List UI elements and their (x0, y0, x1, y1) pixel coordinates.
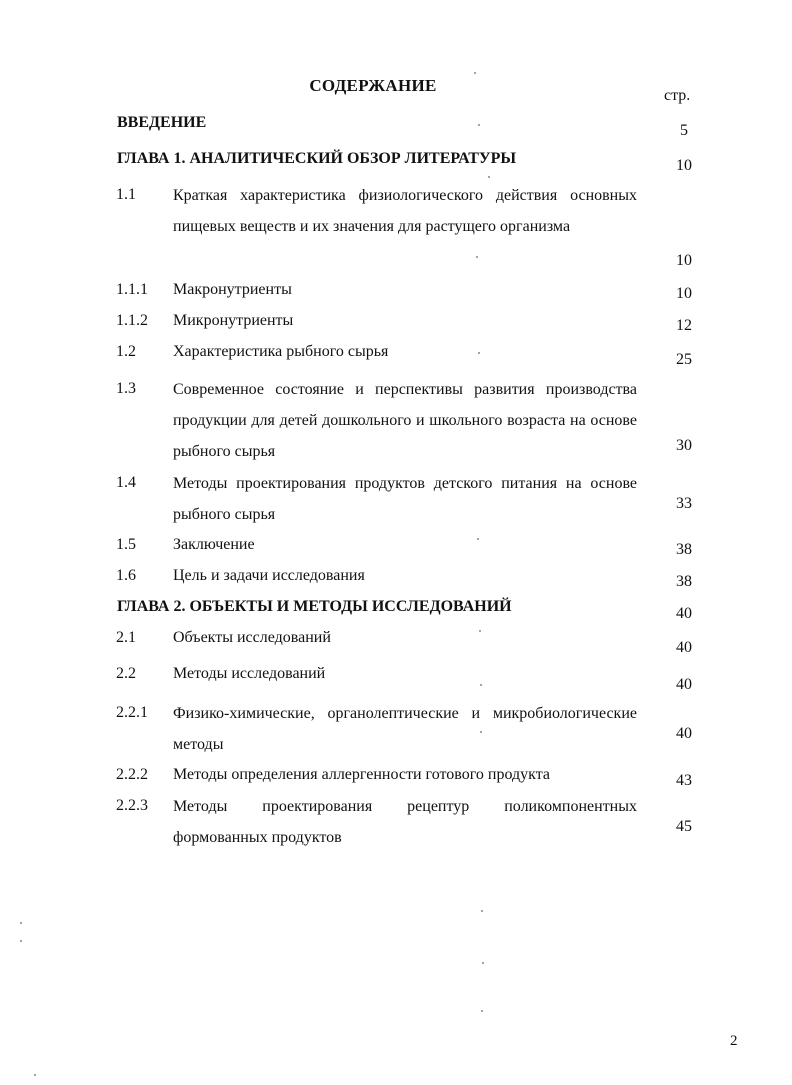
toc-entry-text: Методы проектирования продуктов детского питания на основе рыбного сырья (173, 475, 637, 523)
toc-entry-text: Заключение (173, 536, 255, 553)
toc-entry-number: 1.1.2 (116, 312, 148, 329)
toc-entry-number: 1.4 (116, 474, 136, 491)
toc-entry-number: 1.1.1 (116, 281, 148, 298)
scan-speck (482, 962, 484, 964)
toc-entry-number: 2.1 (116, 629, 136, 646)
scan-speck (480, 731, 482, 733)
toc-entry-page: 38 (676, 573, 692, 590)
toc-entry-text: ГЛАВА 2. ОБЪЕКТЫ И МЕТОДЫ ИССЛЕДОВАНИЙ (117, 598, 512, 615)
toc-entry-page: 43 (676, 772, 692, 789)
scan-speck (488, 176, 490, 178)
scan-speck (474, 72, 476, 74)
toc-entry-page: 40 (676, 725, 692, 742)
toc-entry-number: 2.2.2 (116, 766, 148, 783)
scan-speck (480, 684, 482, 686)
toc-entry-page: 12 (676, 317, 692, 334)
toc-entry-number: 1.2 (116, 343, 136, 360)
toc-entry-number: 1.1 (116, 186, 136, 203)
toc-entry-text: Цель и задачи исследования (173, 567, 365, 584)
scan-speck (20, 940, 22, 942)
toc-entry-number: 1.3 (116, 380, 136, 397)
scan-speck (477, 538, 479, 540)
toc-entry-text: Физико-химические, органолептические и микробиологические методы (173, 705, 637, 753)
toc-entry-page: 38 (676, 541, 692, 558)
scan-speck (20, 922, 22, 924)
scan-speck (479, 630, 481, 632)
scan-speck (478, 352, 480, 354)
toc-entry-text: Макронутриенты (173, 281, 292, 298)
toc-entry-text: Методы исследований (173, 665, 326, 682)
toc-title: СОДЕРЖАНИЕ (309, 76, 437, 95)
scan-speck (34, 1074, 36, 1076)
toc-entry-number: 2.2.1 (116, 704, 148, 721)
toc-entry-text: Микронутриенты (173, 312, 294, 329)
toc-entry-page: 10 (676, 252, 692, 269)
toc-entry-text: ВВЕДЕНИЕ (117, 114, 207, 131)
toc-entry-text: Характеристика рыбного сырья (173, 343, 389, 360)
page-number: 2 (730, 1033, 738, 1049)
toc-entry-page: 25 (676, 351, 692, 368)
toc-entry-text: Современное состояние и перспективы развития производства продукции для детей дошкольного и школьного возраста на основе рыбного сырья (173, 381, 637, 460)
toc-entry-page: 33 (676, 495, 692, 512)
toc-entry-text: Краткая характеристика физиологического действия основных пищевых веществ и их значения для растущего организма (173, 187, 637, 235)
toc-entry-text: Объекты исследований (173, 629, 331, 646)
toc-entry-page: 45 (676, 818, 692, 835)
pages-column-header: стр. (664, 87, 691, 104)
toc-entry-number: 1.6 (116, 567, 136, 584)
toc-entry-number: 1.5 (116, 536, 136, 553)
scan-speck (481, 910, 483, 912)
toc-entry-page: 40 (676, 676, 692, 693)
toc-entry-text: Методы определения аллергенности готового продукта (173, 766, 550, 783)
toc-entry-text: ГЛАВА 1. АНАЛИТИЧЕСКИЙ ОБЗОР ЛИТЕРАТУРЫ (117, 150, 517, 167)
toc-entry-page: 30 (676, 437, 692, 454)
scan-speck (476, 256, 478, 258)
toc-entry-text: Методы проектирования рецептур поликомпонентных формованных продуктов (173, 798, 637, 846)
toc-entry-page: 40 (676, 605, 692, 622)
toc-entry-page: 10 (676, 285, 692, 302)
toc-entry-number: 2.2 (116, 665, 136, 682)
toc-entry-page: 40 (676, 639, 692, 656)
toc-entry-page: 5 (680, 122, 688, 139)
scan-speck (478, 124, 480, 126)
toc-entry-number: 2.2.3 (116, 797, 148, 814)
scan-speck (481, 1010, 483, 1012)
toc-entry-page: 10 (676, 157, 692, 174)
